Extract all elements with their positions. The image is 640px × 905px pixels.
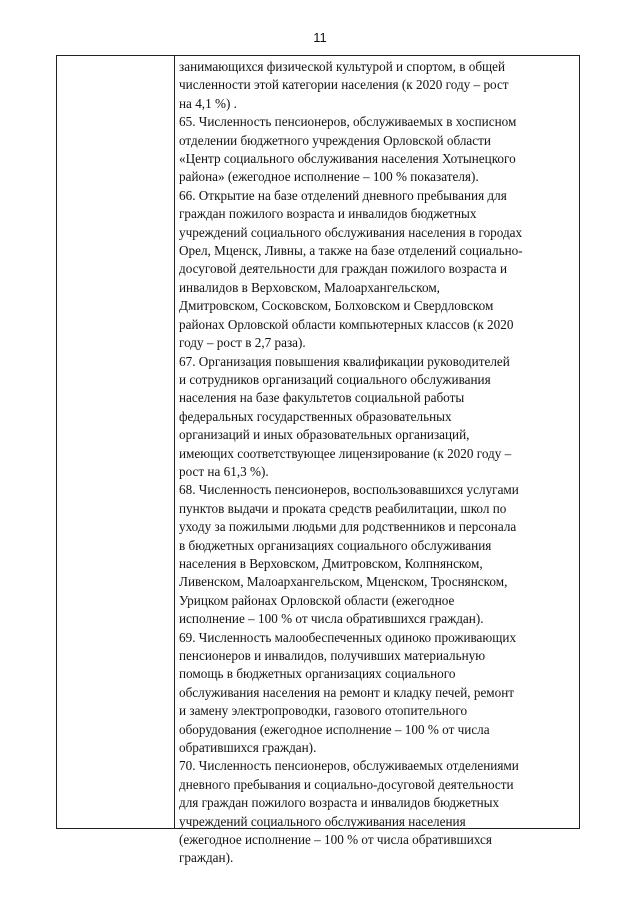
text-line: 69. Численность малообеспеченных одиноко проживающих [179, 629, 517, 645]
text-line: Орел, Мценск, Ливны, а также на базе отделений социально- [179, 243, 523, 259]
text-line: населения на базе факультетов социальной работы [179, 390, 465, 406]
text-line: пунктов выдачи и проката средств реабилитации, школ по [179, 500, 507, 516]
text-line: численности этой категории населения (к 2020 году – рост [179, 77, 509, 93]
paragraph [179, 113, 576, 187]
text-line: исполнение – 100 % от числа обратившихся граждан). [179, 611, 484, 627]
text-line: граждан пожилого возраста и инвалидов бюджетных [179, 206, 477, 222]
text-line: уходу за пожилыми людьми для родственников и персонала [179, 519, 517, 535]
text-line: году – рост в 2,7 раза). [179, 335, 306, 351]
table-right-cell [175, 56, 579, 866]
text-line: 70. Численность пенсионеров, обслуживаемых отделениями [179, 758, 519, 774]
text-line: 66. Открытие на базе отделений дневного пребывания для [179, 187, 507, 203]
text-line: отделении бюджетного учреждения Орловской области [179, 132, 491, 148]
text-line: Урицком районах Орловской области (ежегодное [179, 592, 455, 608]
text-line: учреждений социального обслуживания населения [179, 813, 466, 829]
text-line: и сотрудников организаций социального обслуживания [179, 371, 491, 387]
text-line: имеющих соответствующее лицензирование (к 2020 году – [179, 445, 512, 461]
document-table [56, 55, 580, 866]
text-line: учреждений социального обслуживания населения в городах [179, 224, 523, 240]
text-line: 65. Численность пенсионеров, обслуживаемых в хосписном [179, 114, 517, 130]
paragraph [179, 353, 576, 482]
text-line: «Центр социального обслуживания населения Хотынецкого [179, 151, 516, 167]
paragraph [179, 187, 576, 353]
text-line: оборудования (ежегодное исполнение – 100 % от числа [179, 721, 490, 737]
paragraph [179, 58, 576, 113]
table-left-cell [57, 56, 175, 828]
text-line: обратившихся граждан). [179, 740, 317, 756]
text-line: занимающихся физической культурой и спортом, в общей [179, 59, 506, 74]
text-line: Дмитровском, Сосковском, Болховском и Свердловском [179, 298, 494, 314]
text-line: 68. Численность пенсионеров, воспользовавшихся услугами [179, 482, 519, 498]
text-line: населения в Верховском, Дмитровском, Колпнянском, [179, 555, 483, 571]
text-line: 67. Организация повышения квалификации руководителей [179, 353, 510, 369]
text-line: граждан). [179, 850, 234, 866]
text-line: в бюджетных организациях социального обслуживания [179, 537, 492, 553]
text-line: рост на 61,3 %). [179, 463, 269, 479]
text-line: помощь в бюджетных организациях социального [179, 666, 456, 682]
text-line: Ливенском, Малоархангельском, Мценском, Троснянском, [179, 574, 508, 590]
text-line: организаций и иных образовательных организаций, [179, 427, 470, 443]
text-line: для граждан пожилого возраста и инвалидов бюджетных [179, 795, 500, 811]
text-line: обслуживания населения на ремонт и кладку печей, ремонт [179, 684, 515, 700]
page-number: 11 [313, 30, 327, 45]
text-line: досуговой деятельности для граждан пожилого возраста и [179, 261, 507, 277]
text-line: и замену электропроводки, газового отопительного [179, 703, 468, 719]
text-line: дневного пребывания и социально-досуговой деятельности [179, 776, 514, 792]
text-line: на 4,1 %) . [179, 95, 237, 111]
text-line: федеральных государственных образовательных [179, 408, 452, 424]
text-line: районах Орловской области компьютерных классов (к 2020 [179, 316, 514, 332]
paragraph [179, 481, 576, 628]
text-line: района» (ежегодное исполнение – 100 % показателя). [179, 169, 479, 185]
text-line: пенсионеров и инвалидов, получивших материальную [179, 648, 486, 663]
text-line: (ежегодное исполнение – 100 % от числа обратившихся [179, 832, 492, 848]
paragraph [179, 629, 576, 758]
paragraph [179, 757, 576, 867]
text-line: инвалидов в Верховском, Малоархангельском, [179, 279, 440, 295]
